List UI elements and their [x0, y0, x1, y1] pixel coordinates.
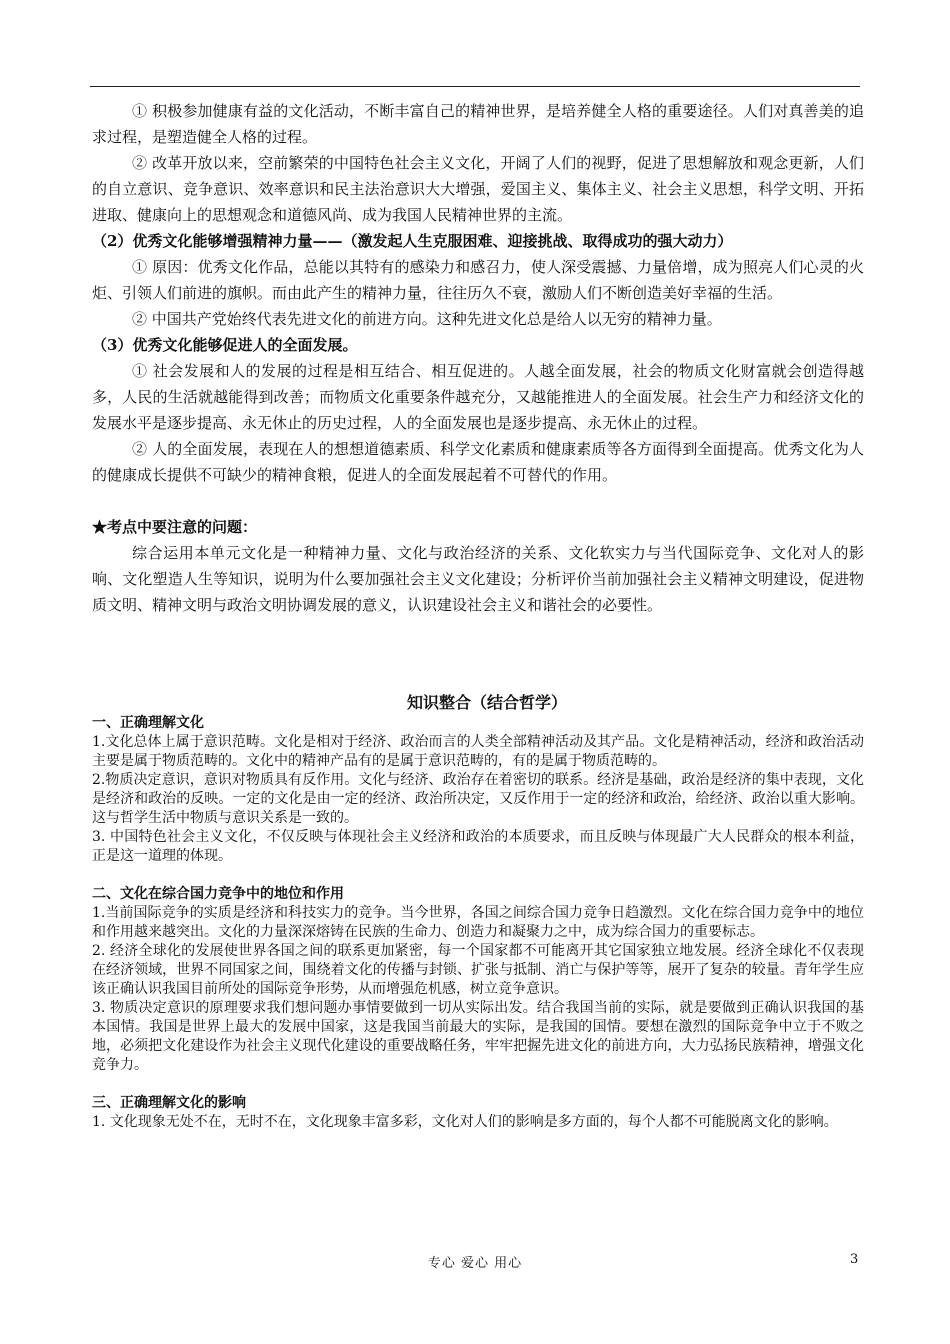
numbered-item: 3. 物质决定意识的原理要求我们想问题办事情要做到一切从实际出发。结合我国当前的实际，就是要做到正确认识我国的基本国情。我国是世界上最大的发展中国家，这是我国当前最大的实际，是我国的国情。要想在激烈的国际竞争中立于不败之地，必须把文化建设作为社会主义现代化建设的重要战略任务，牢牢把握先进文化的前进方向，大力弘扬民族精神，增强文化竞争力。 — [92, 1000, 864, 1073]
header-rule — [90, 86, 860, 87]
page-number: 3 — [850, 1252, 859, 1267]
numbered-item: 1. 文化现象无处不在，无时不在，文化现象丰富多彩，文化对人们的影响是多方面的，每个人都不可能脱离文化的影响。 — [92, 1114, 838, 1130]
paragraph: ① 社会发展和人的发展的过程是相互结合、相互促进的。人越全面发展，社会的物质文化财富就会创造得越多，人民的生活就越能得到改善；而物质文化重要条件越充分，又越能推进人的全面发展。社会生产力和经济文化的发展水平是逐步提高、永无休止的历史过程，人的全面发展也是逐步提高、永无休止的过程。 — [92, 362, 864, 432]
numbered-item: 3. 中国特色社会主义文化，不仅反映与体现社会主义经济和政治的本质要求，而且反映与体现最广大人民群众的根本利益，正是这一道理的体现。 — [92, 829, 864, 864]
paragraph: ② 中国共产党始终代表先进文化的前进方向。这种先进文化总是给人以无穷的精神力量。 — [132, 310, 722, 328]
paragraph: ② 改革开放以来，空前繁荣的中国特色社会主义文化，开阔了人们的视野，促进了思想解放和观念更新，人们的自立意识、竞争意识、效率意识和民主法治意识大大增强，爱国主义、集体主义、社会主义思想，科学文明、开拓进取、健康向上的思想观念和道德风尚、成为我国人民精神世界的主流。 — [92, 154, 864, 224]
numbered-item: 2.物质决定意识，意识对物质具有反作用。文化与经济、政治存在着密切的联系。经济是基础，政治是经济的集中表现，文化是经济和政治的反映。一定的文化是由一定的经济、政治所决定，又反作用于一定的经济和政治，给经济、政治以重大影响。这与哲学生活中物质与意识关系是一致的。 — [92, 772, 864, 826]
subheading: （2）优秀文化能够增强精神力量——（激发起人生克服困难、迎接挑战、取得成功的强大动力） — [92, 232, 733, 250]
section-heading: 三、正确理解文化的影响 — [92, 1095, 246, 1111]
subheading: （3）优秀文化能够促进人的全面发展。 — [92, 336, 358, 354]
numbered-item: 1.当前国际竞争的实质是经济和科技实力的竞争。当今世界，各国之间综合国力竞争日趋激烈。文化在综合国力竞争中的地位和作用越来越突出。文化的力量深深熔铸在民族的生命力、创造力和凝聚力之中，成为综合国力的重要标志。 — [92, 905, 864, 940]
exam-notes-text: 综合运用本单元文化是一种精神力量、文化与政治经济的关系、文化软实力与当代国际竞争、文化对人的影响、文化塑造人生等知识，说明为什么要加强社会主义文化建设；分析评价当前加强社会主义精神文明建设，促进物质文明、精神文明与政治文明协调发展的意义，认识建设社会主义和谐社会的必要性。 — [92, 544, 864, 614]
section-heading: 一、正确理解文化 — [92, 715, 204, 731]
exam-notes-heading: ★考点中要注意的问题： — [92, 518, 258, 536]
numbered-item: 2. 经济全球化的发展使世界各国之间的联系更加紧密，每一个国家都不可能离开其它国家独立地发展。经济全球化不仅表现在经济领域，世界不同国家之间，围绕着文化的传播与封锁、扩张与抵制、消亡与保护等等，展开了复杂的较量。青年学生应该正确认识我国目前所处的国际竞争形势，从而增强危机感，树立竞争意识。 — [92, 943, 864, 997]
footer-slogan: 专心 爱心 用心 — [427, 1256, 523, 1271]
section-culture-effects — [92, 98, 864, 618]
section-knowledge-integration — [92, 692, 864, 1132]
paragraph: ① 原因：优秀文化作品，总能以其特有的感染力和感召力，使人深受震撼、力量倍增，成为照亮人们心灵的火炬、引领人们前进的旗帜。而由此产生的精神力量，往往历久不衰，激励人们不断创造美好幸福的生活。 — [92, 258, 864, 302]
paragraph: ② 人的全面发展，表现在人的想想道德素质、科学文化素质和健康素质等各方面得到全面提高。优秀文化为人的健康成长提供不可缺少的精神食粮，促进人的全面发展起着不可替代的作用。 — [92, 440, 864, 484]
section-title: 知识整合（结合哲学） — [406, 693, 567, 712]
paragraph: ① 积极参加健康有益的文化活动，不断丰富自己的精神世界，是培养健全人格的重要途径。人们对真善美的追求过程，是塑造健全人格的过程。 — [92, 102, 864, 146]
section-heading: 二、文化在综合国力竞争中的地位和作用 — [92, 886, 344, 902]
numbered-item: 1.文化总体上属于意识范畴。文化是相对于经济、政治而言的人类全部精神活动及其产品。文化是精神活动，经济和政治活动主要是属于物质范畴的。文化中的精神产品有的是属于意识范畴的，有的是属于物质范畴的。 — [92, 734, 864, 769]
